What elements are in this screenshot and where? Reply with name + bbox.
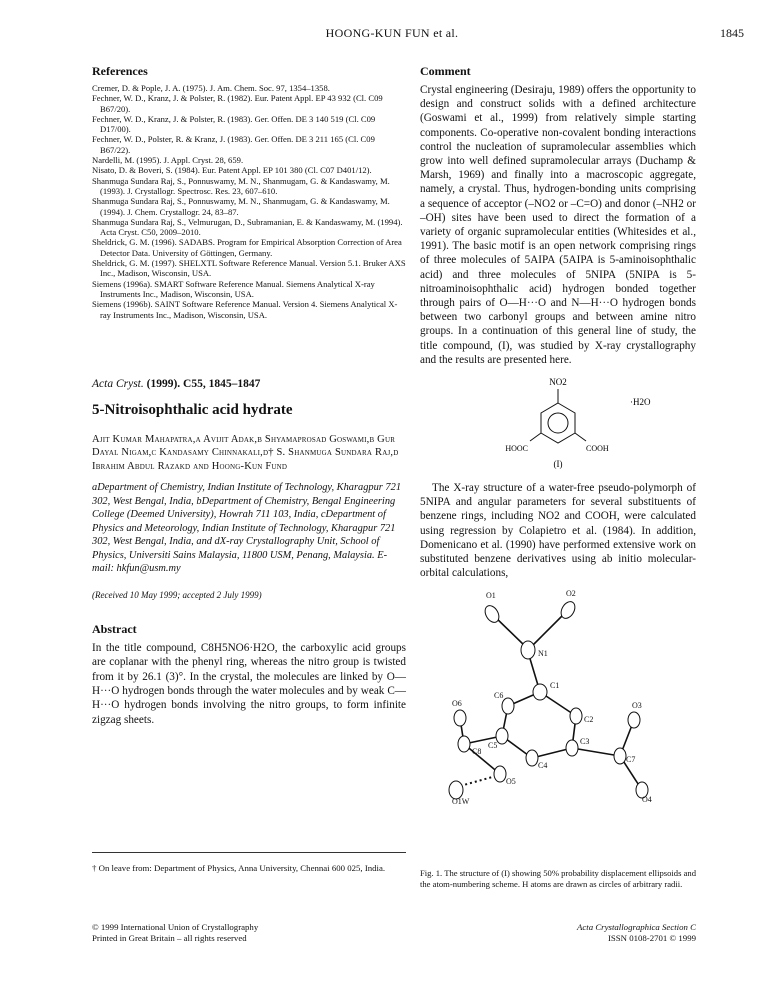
atom-label-c2: C2 [584,715,594,725]
journal-citation [92,378,406,390]
atom-c6 [502,698,514,714]
reference-item: Sheldrick, G. M. (1996). SADABS. Program for Empirical Absorption Correction of Area Detector Data. University of Göttingen, Germany. [92,237,402,258]
atom-c2 [570,708,582,724]
affiliations: aDepartment of Chemistry, Indian Institute of Technology, Kharagpur 721 302, West Bengal, India, bDepartment of Chemistry, Bengal Engineering College (Deemed University), Howrah 711 103, India, cDepartment of Physics and Meteorology, Indian Institute of Technology, Kharagpur 721 302, West Bengal, India, and dX-ray Crystallography Unit, School of Physics, Universiti Sains Malaysia, 11800 USM, Penang, Malaysia. E-mail: hkfun@usm.my [92,482,402,575]
molecular-structure-figure [420,584,696,804]
reference-item: Cremer, D. & Pople, J. A. (1975). J. Am. Chem. Soc. 97, 1354–1358. [92,83,330,93]
reference-list [92,83,406,320]
atom-label-o6: O6 [452,699,462,709]
reference-item: Sheldrick, G. M. (1997). SHELXTL Software Reference Manual. Version 5.1. Bruker AXS Inc., Madison, Wisconsin, USA. [92,258,406,279]
atom-n1 [521,641,535,659]
reference-item: Nardelli, M. (1995). J. Appl. Cryst. 28, 659. [92,155,244,166]
scheme-compound-label: (I) [553,459,563,470]
atom-label-c1: C1 [550,681,560,691]
reference-item: Shanmuga Sundara Raj, S., Ponnuswamy, M. N., Shanmugam, G. & Kandaswamy, M. (1994). J. Chem. Crystallogr. 24, 83–87. [92,196,390,217]
chemical-scheme [420,373,696,473]
atom-c5 [496,728,508,744]
atom-o3 [628,712,640,728]
right-column [420,64,696,804]
atom-label-o5: O5 [506,777,516,787]
atom-label-c6: C6 [494,691,504,701]
left-column [92,64,406,727]
atom-label-o1: O1 [486,591,496,601]
atom-label-c3: C3 [580,737,590,747]
atom-c8 [458,736,470,752]
scheme-hooc-label: HOOC [505,444,528,454]
reference-item: Nisato, D. & Boveri, S. (1984). Eur. Patent Appl. EP 101 380 (Cl. C07 D401/12). [92,165,372,176]
reference-item: Fechner, W. D., Kranz, J. & Polster, R. (1983). Ger. Offen. DE 3 140 519 (Cl. C09 D17/00). [92,113,376,135]
reference-item: Fechner, W. D., Polster, R. & Kranz, J. (1983). Ger. Offen. DE 3 211 165 (Cl. C09 B67/22). [92,134,375,155]
atom-label-c7: C7 [626,755,636,765]
author-list: Ajit Kumar Mahapatra,a Avijit Adak,b Shyamaprosad Goswami,b Gur Dayal Nigam,c Kandasamy Chinnakali,d† S. Shanmuga Sundara Raj,d Ibrahim Abdul Razakd and Hoong-Kun Fund [92,433,399,472]
atom-label-o3: O3 [632,701,642,711]
atom-c1 [533,684,547,700]
reference-item: Fechner, W. D., Kranz, J. & Polster, R. (1982). Eur. Patent Appl. EP 43 932 (Cl. C09 B67/20). [92,93,383,114]
page-number: 1845 [720,26,744,40]
journal-section: Acta Crystallographica Section C [577,922,696,932]
atom-o6 [454,710,466,726]
atom-labels [452,589,652,804]
reference-item: Shanmuga Sundara Raj, S., Ponnuswamy, M. N., Shanmugam, G. & Kandaswamy, M. (1993). J. Crystallogr. Spectrosc. Res. 23, 607–610. [92,175,390,196]
running-header [0,26,784,42]
atom-label-n1: N1 [538,649,548,659]
journal-footer [577,922,696,944]
footnote: † On leave from: Department of Physics, Anna University, Chennai 600 025, India. [92,852,406,874]
atom-c7 [614,748,626,764]
copyright-block [92,922,406,944]
atom-o5 [494,766,506,782]
benzene-ring [541,403,575,443]
atom-label-o4: O4 [642,795,652,805]
scheme-no2-label: NO2 [549,377,567,388]
atom-label-c4: C4 [538,761,548,771]
journal-volume-pages: (1999). C55, 1845–1847 [143,377,261,390]
atom-c3 [566,740,578,756]
scheme-cooh-label: COOH [586,444,609,454]
printed-line: Printed in Great Britain – all rights reserved [92,933,247,943]
abstract-heading: Abstract [92,621,137,636]
atom-label-o1w: O1W [452,797,470,805]
comment-paragraph-2: The X-ray structure of a water-free pseudo-polymorph of 5NIPA and angular parameters for several substituents of benzene rings, including NO2 and COOH, were calculated using regression by Colapietro et al. (1984). In addition, Domenicano et al. (1990) have performed extensive work on substituted benzene derivatives using ab initio molecular-orbital calculations, [420,482,696,580]
copyright-line: © 1999 International Union of Crystallography [92,922,259,932]
references-heading: References [92,64,148,78]
journal-name: Acta Cryst. [92,377,144,390]
article-title: 5-Nitroisophthalic acid hydrate [92,401,293,418]
atom-label-o2: O2 [566,589,576,599]
comment-paragraph-1: Crystal engineering (Desiraju, 1989) offers the opportunity to design and construct solids with a defined architecture (Goswami et al., 1999) from relatively simple starting components. Co-operative non-covalent bonding interactions control the nucleation of supramolecular assemblies which grow into well defined supramolecular arrays (Duchamp & Marsh, 1969) and finally into a macroscopic aggregate, namely, a crystal. Thus, hydrogen-bonding units comprising a sequence of acceptor (–NO2 or –C=O) and donor (–NH2 or –OH) sites have been used to direct the formation of a variety of organic supramolecular entities (Whitesides et al., 1991). The basic motif is an open network comprising rings of three molecules of 5AIPA (5AIPA is 5-aminoisophthalic acid) and three molecules of 5NIPA (5NIPA is 5-nitroaminoisophthalic acid) hydrogen bonded together through pairs of O—H···O and N—H···O hydrogen bonds between two carbonyl groups and between amine nitro groups. In a continuation of this general line of study, the title compound, (I), was studied by X-ray crystallography and the results are presented here. [420,84,696,366]
scheme-water-label: ·H2O [630,397,651,408]
running-title: HOONG-KUN FUN et al. [325,26,459,40]
atom-label-c5: C5 [488,741,498,751]
aromatic-circle [548,413,568,433]
issn-line: ISSN 0108-2701 © 1999 [607,933,696,943]
received-dates: (Received 10 May 1999; accepted 2 July 1999) [92,589,262,600]
reference-item: Siemens (1996b). SAINT Software Reference Manual. Version 4. Siemens Analytical X-ray Instruments Inc., Madison, Wisconsin, USA. [92,299,398,320]
atom-label-c8: C8 [472,747,482,757]
figure-caption: Fig. 1. The structure of (I) showing 50% probability displacement ellipsoids and the atom-numbering scheme. H atoms are drawn as circles of arbitrary radii. [420,868,696,889]
abstract-text: In the title compound, C8H5NO6·H2O, the carboxylic acid groups are coplanar with the phenyl ring, whereas the nitro group is twisted from it by 26.1 (3)°. In the crystal, the molecules are linked by O—H···O hydrogen bonds through the water molecules and by weak C—H···O hydrogen bonds involving the nitro groups, to form infinite zigzag sheets. [92,641,406,726]
reference-item: Shanmuga Sundara Raj, S., Velmurugan, D., Subramanian, E. & Kandaswamy, M. (1994). Acta Cryst. C50, 2009–2010. [92,216,403,238]
comment-heading: Comment [420,64,471,78]
reference-item: Siemens (1996a). SMART Software Reference Manual. Siemens Analytical X-ray Instruments Inc., Madison, Wisconsin, USA. [92,278,375,299]
atom-c4 [526,750,538,766]
